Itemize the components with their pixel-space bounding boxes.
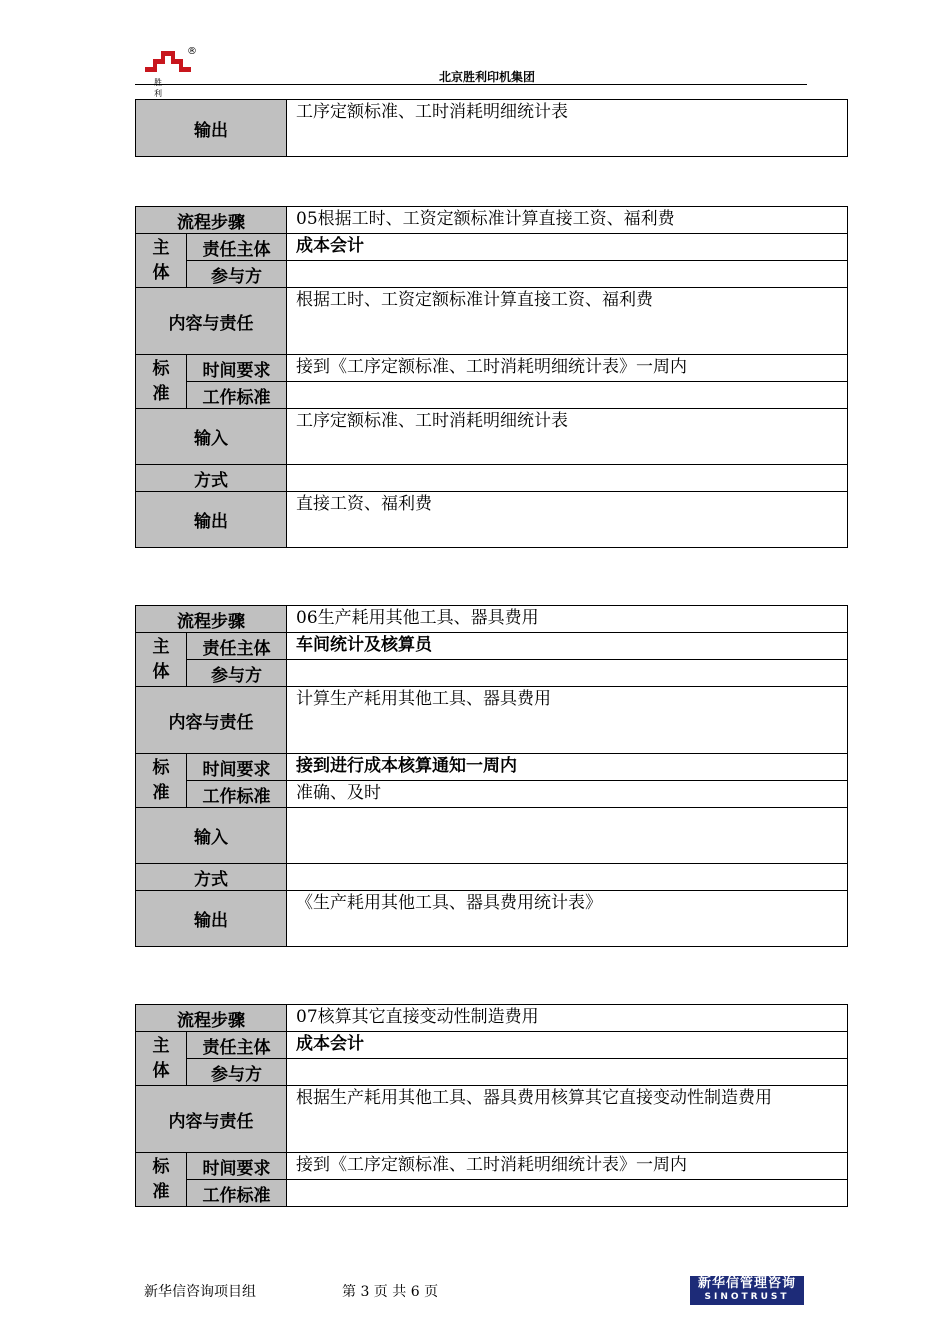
participant-label: 参与方 — [187, 660, 287, 687]
time-req-value: 接到进行成本核算通知一周内 — [287, 754, 848, 781]
step-value: 06生产耗用其他工具、器具费用 — [287, 606, 848, 633]
content-label: 内容与责任 — [136, 1086, 287, 1153]
footer-project-group: 新华信咨询项目组 — [144, 1284, 256, 1300]
output-label: 输出 — [136, 891, 287, 947]
company-name: 北京胜利印机集团 — [439, 70, 536, 84]
input-value: 工序定额标准、工时消耗明细统计表 — [287, 409, 848, 465]
time-req-value: 接到《工序定额标准、工时消耗明细统计表》一周内 — [287, 355, 848, 382]
top-output-table — [135, 99, 848, 157]
time-req-label: 时间要求 — [187, 1153, 287, 1180]
sinotrust-logo — [690, 1276, 804, 1305]
input-label: 输入 — [136, 808, 287, 864]
responsible-value: 车间统计及核算员 — [287, 633, 848, 660]
registered-mark: ® — [187, 46, 197, 57]
content-label: 内容与责任 — [136, 288, 287, 355]
standard-label: 标 准 — [136, 1153, 187, 1207]
output-label: 输出 — [136, 100, 287, 157]
method-label: 方式 — [136, 864, 287, 891]
victory-logo-mark — [143, 45, 193, 77]
responsible-label: 责任主体 — [187, 633, 287, 660]
participant-label: 参与方 — [187, 261, 287, 288]
time-req-value: 接到《工序定额标准、工时消耗明细统计表》一周内 — [287, 1153, 848, 1180]
logo-text: 胜 利 — [154, 78, 174, 98]
work-std-label: 工作标准 — [187, 1180, 287, 1207]
participant-value — [287, 261, 848, 288]
process-table-07 — [135, 1004, 848, 1207]
page-header — [135, 40, 807, 98]
step-value: 07核算其它直接变动性制造费用 — [287, 1005, 848, 1032]
responsible-value: 成本会计 — [287, 234, 848, 261]
responsible-label: 责任主体 — [187, 234, 287, 261]
work-std-label: 工作标准 — [187, 781, 287, 808]
work-std-value: 准确、及时 — [287, 781, 848, 808]
participant-label: 参与方 — [187, 1059, 287, 1086]
input-label: 输入 — [136, 409, 287, 465]
step-label: 流程步骤 — [136, 1005, 287, 1032]
subject-label: 主 体 — [136, 633, 187, 687]
standard-label: 标 准 — [136, 754, 187, 808]
step-value: 05根据工时、工资定额标准计算直接工资、福利费 — [287, 207, 848, 234]
sinotrust-logo-cn: 新华信管理咨询 — [697, 1276, 796, 1291]
input-value — [287, 808, 848, 864]
victory-logo — [143, 45, 197, 98]
process-table-06 — [135, 605, 848, 947]
sinotrust-logo-en: SINOTRUST — [704, 1292, 790, 1302]
content-value: 根据生产耗用其他工具、器具费用核算其它直接变动性制造费用 — [287, 1086, 848, 1153]
responsible-label: 责任主体 — [187, 1032, 287, 1059]
process-table-05 — [135, 206, 848, 548]
participant-value — [287, 1059, 848, 1086]
footer-page-number: 第 3 页 共 6 页 — [342, 1284, 439, 1300]
step-label: 流程步骤 — [136, 207, 287, 234]
standard-label: 标 准 — [136, 355, 187, 409]
time-req-label: 时间要求 — [187, 355, 287, 382]
content-value: 计算生产耗用其他工具、器具费用 — [287, 687, 848, 754]
work-std-value — [287, 1180, 848, 1207]
method-value — [287, 864, 848, 891]
subject-label: 主 体 — [136, 234, 187, 288]
content-label: 内容与责任 — [136, 687, 287, 754]
method-label: 方式 — [136, 465, 287, 492]
participant-value — [287, 660, 848, 687]
work-std-label: 工作标准 — [187, 382, 287, 409]
output-value: 《生产耗用其他工具、器具费用统计表》 — [287, 891, 848, 947]
method-value — [287, 465, 848, 492]
work-std-value — [287, 382, 848, 409]
time-req-label: 时间要求 — [187, 754, 287, 781]
output-value: 直接工资、福利费 — [287, 492, 848, 548]
output-value: 工序定额标准、工时消耗明细统计表 — [287, 100, 848, 157]
content-value: 根据工时、工资定额标准计算直接工资、福利费 — [287, 288, 848, 355]
output-label: 输出 — [136, 492, 287, 548]
responsible-value: 成本会计 — [287, 1032, 848, 1059]
step-label: 流程步骤 — [136, 606, 287, 633]
subject-label: 主 体 — [136, 1032, 187, 1086]
